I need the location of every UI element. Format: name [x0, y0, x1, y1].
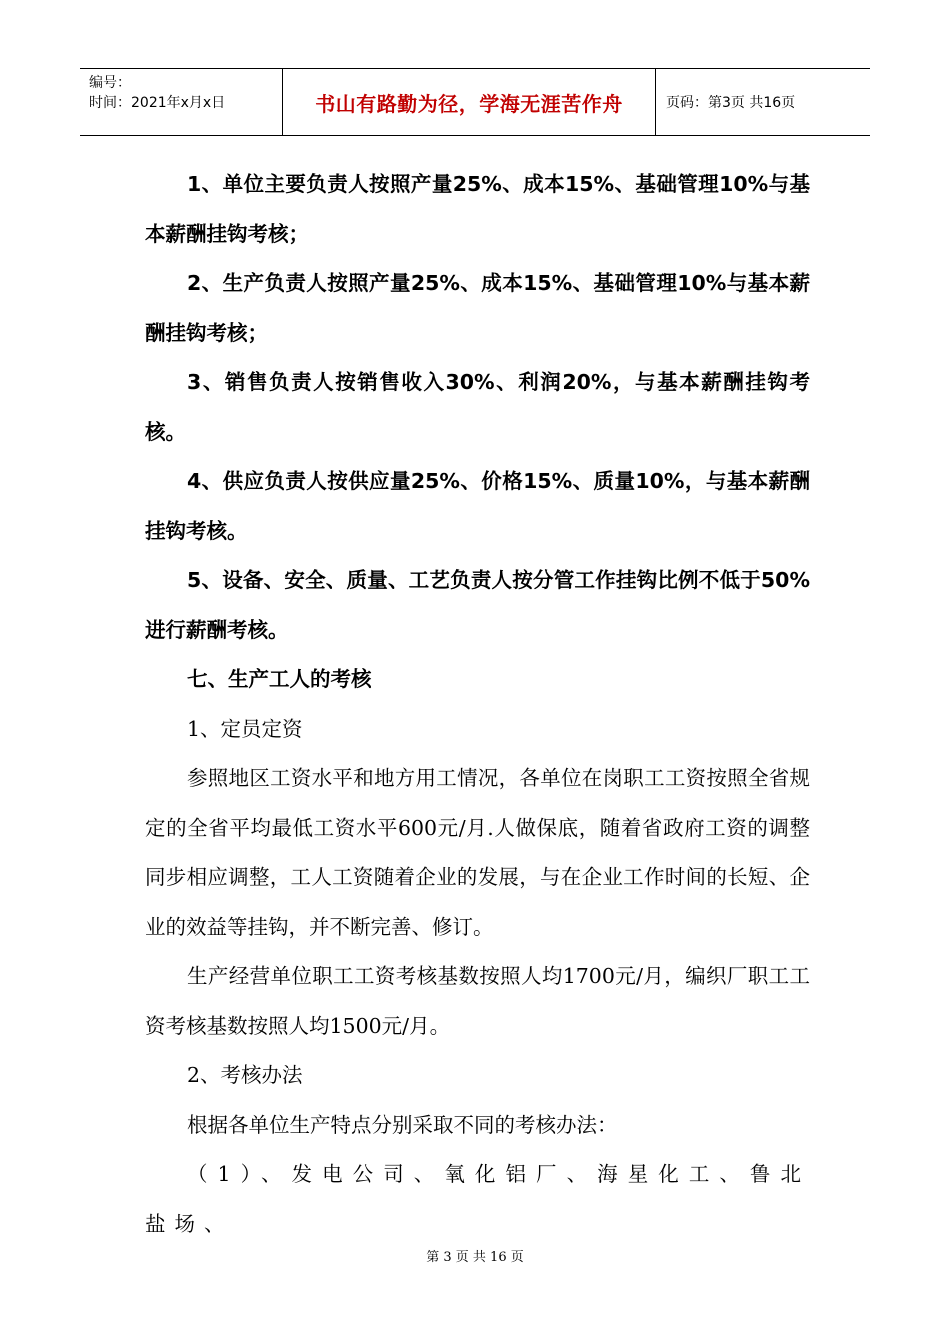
header-meta — [80, 69, 283, 135]
header-motto: 书山有路勤为径，学海无涯苦作舟 — [283, 69, 656, 135]
paragraph-9: （1）、发电公司、氧化铝厂、海星化工、鲁北盐场、 — [145, 1162, 810, 1236]
paragraph-3: 3、销售负责人按销售收入30%、利润20%，与基本薪酬挂钩考核。 — [145, 370, 810, 444]
paragraph-4: 4、供应负责人按供应量25%、价格15%、质量10%，与基本薪酬挂钩考核。 — [145, 469, 810, 543]
paragraph-7: 生产经营单位职工工资考核基数按照人均1700元/月，编织厂职工工资考核基数按照人均1500元/月。 — [145, 964, 810, 1038]
page-footer: 第 3 页 共 16 页 — [426, 1250, 524, 1265]
document-body — [145, 160, 810, 1249]
document-number-label: 编号： — [89, 75, 131, 91]
paragraph-6: 参照地区工资水平和地方用工情况，各单位在岗职工工资按照全省规定的全省平均最低工资水平600元/月.人做保底，随着省政府工资的调整同步相应调整，工人工资随着企业的发展，与在企业工作时间的长短、企业的效益等挂钩，并不断完善、修订。 — [145, 766, 810, 939]
paragraph-2: 2、生产负责人按照产量25%、成本15%、基础管理10%与基本薪酬挂钩考核； — [145, 271, 810, 345]
section-heading-7: 七、生产工人的考核 — [187, 667, 372, 691]
paragraph-1: 1、单位主要负责人按照产量25%、成本15%、基础管理10%与基本薪酬挂钩考核； — [145, 172, 810, 246]
paragraph-8: 根据各单位生产特点分别采取不同的考核办法： — [187, 1112, 618, 1137]
header-page-info: 页码：第3页 共16页 — [666, 95, 796, 111]
page-header — [80, 68, 870, 136]
document-time-label: 时间：2021年x月x日 — [89, 95, 226, 111]
paragraph-5: 5、设备、安全、质量、工艺负责人按分管工作挂钩比例不低于50%进行薪酬考核。 — [145, 568, 810, 642]
subheading-2: 2、考核办法 — [187, 1063, 303, 1087]
subheading-1: 1、定员定资 — [187, 716, 303, 741]
